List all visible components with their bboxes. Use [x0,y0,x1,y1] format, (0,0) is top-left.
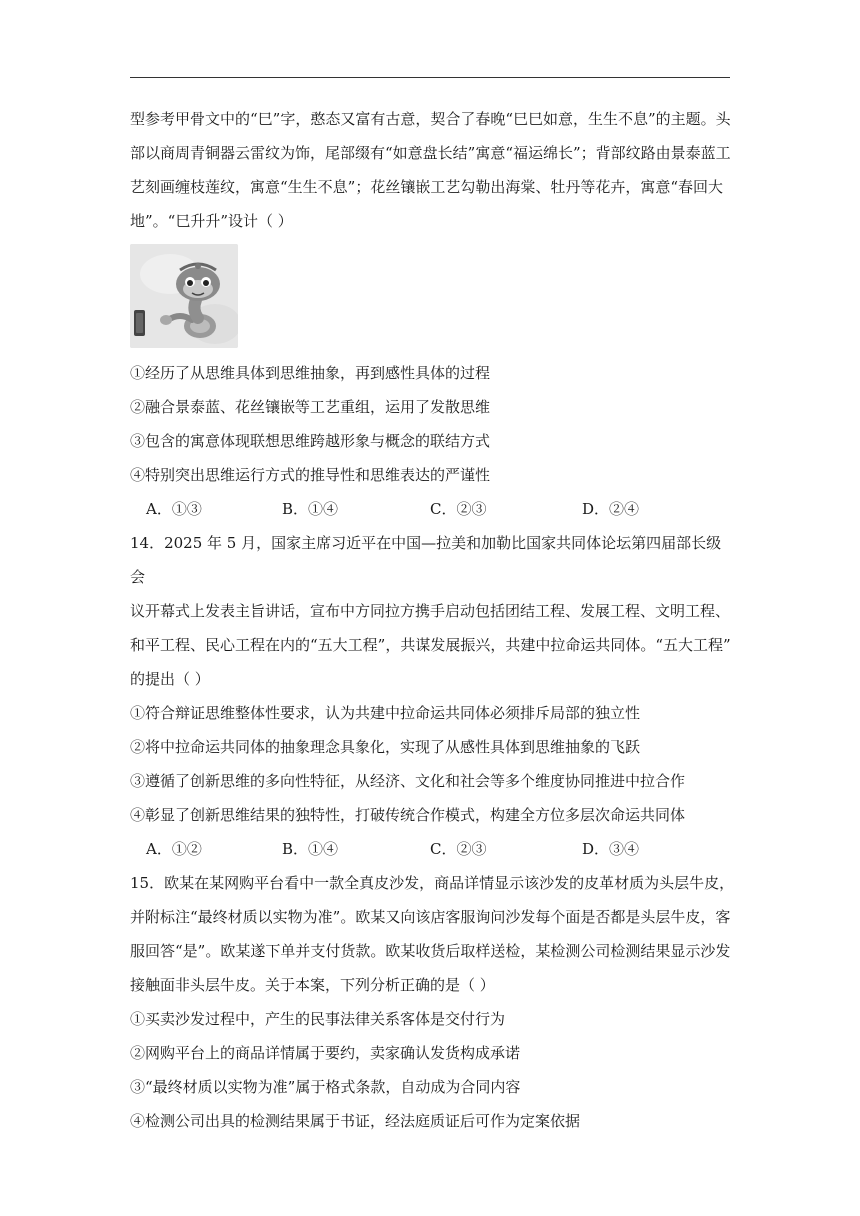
q13-option-1: ①经历了从思维具体到思维抽象，再到感性具体的过程 [130,364,491,382]
snake-mascot-image [130,244,238,348]
q14-option-4: ④彰显了创新思维结果的独特性，打破传统合作模式，构建全方位多层次命运共同体 [130,806,686,824]
q13-choice-d[interactable]: D．②④ [582,500,640,518]
q14-choice-b[interactable]: B．①④ [282,840,339,858]
q15-stem-line-4: 接触面非头层牛皮。关于本案，下列分析正确的是（ ） [130,976,495,994]
q15-stem-line-3: 服回答“是”。欧某遂下单并支付货款。欧某收货后取样送检，某检测公司检测结果显示沙发 [130,942,731,960]
q14-stem-line-1: 14．2025 年 5 月，国家主席习近平在中国—拉美和加勒比国家共同体论坛第四届部长级会 [130,534,722,586]
q13-option-2: ②融合景泰蓝、花丝镶嵌等工艺重组，运用了发散思维 [130,398,491,416]
q14-choice-d[interactable]: D．③④ [582,840,640,858]
q13-choices [130,492,735,526]
q13-stem-line-4: 地”。“巳升升”设计（ ） [130,212,293,230]
q14-stem-line-3: 和平工程、民心工程在内的“五大工程”，共谋发展振兴，共建中拉命运共同体。“五大工程” [130,636,731,654]
q14-option-3: ③遵循了创新思维的多向性特征，从经济、文化和社会等多个维度协同推进中拉合作 [130,772,686,790]
snake-mascot-illustration [130,244,238,348]
q13-stem-line-1: 型参考甲骨文中的“巳”字，憨态又富有古意，契合了春晚“巳巳如意，生生不息”的主题。头 [130,110,731,128]
q15-option-4: ④检测公司出具的检测结果属于书证，经法庭质证后可作为定案依据 [130,1112,581,1130]
q15-option-3: ③“最终材质以实物为准”属于格式条款，自动成为合同内容 [130,1078,521,1096]
q14-stem-line-2: 议开幕式上发表主旨讲话，宣布中方同拉方携手启动包括团结工程、发展工程、文明工程、 [130,602,731,620]
q13-choice-a[interactable]: A．①③ [146,500,202,518]
q13-stem-line-3: 艺刻画缠枝莲纹，寓意“生生不息”；花丝镶嵌工艺勾勒出海棠、牡丹等花卉，寓意“春回大 [130,178,724,196]
q14-stem-line-4: 的提出（ ） [130,670,210,688]
question-15 [130,866,735,1138]
q15-option-1: ①买卖沙发过程中，产生的民事法律关系客体是交付行为 [130,1010,506,1028]
q15-stem-line-2: 并附标注“最终材质以实物为准”。欧某又向该店客服询问沙发每个面是否都是头层牛皮，客 [130,908,731,926]
q14-option-1: ①符合辩证思维整体性要求，认为共建中拉命运共同体必须排斥局部的独立性 [130,704,641,722]
q13-choice-b[interactable]: B．①④ [282,500,339,518]
q14-option-2: ②将中拉命运共同体的抽象理念具象化，实现了从感性具体到思维抽象的飞跃 [130,738,641,756]
header-rule [130,77,730,78]
q15-stem-line-1: 15．欧某在某网购平台看中一款全真皮沙发，商品详情显示该沙发的皮革材质为头层牛皮， [130,874,735,892]
q13-option-4: ④特别突出思维运行方式的推导性和思维表达的严谨性 [130,466,491,484]
q13-option-3: ③包含的寓意体现联想思维跨越形象与概念的联结方式 [130,432,491,450]
q14-choice-a[interactable]: A．①② [146,840,202,858]
q15-option-2: ②网购平台上的商品详情属于要约，卖家确认发货构成承诺 [130,1044,521,1062]
document-body [130,102,735,1138]
question-13 [130,102,735,526]
q14-choices [130,832,735,866]
q13-stem-line-2: 部以商周青铜器云雷纹为饰，尾部缀有“如意盘长结”寓意“福运绵长”；背部纹路由景泰蓝工 [130,144,731,162]
q14-choice-c[interactable]: C．②③ [430,840,487,858]
question-14 [130,526,735,866]
q13-choice-c[interactable]: C．②③ [430,500,487,518]
